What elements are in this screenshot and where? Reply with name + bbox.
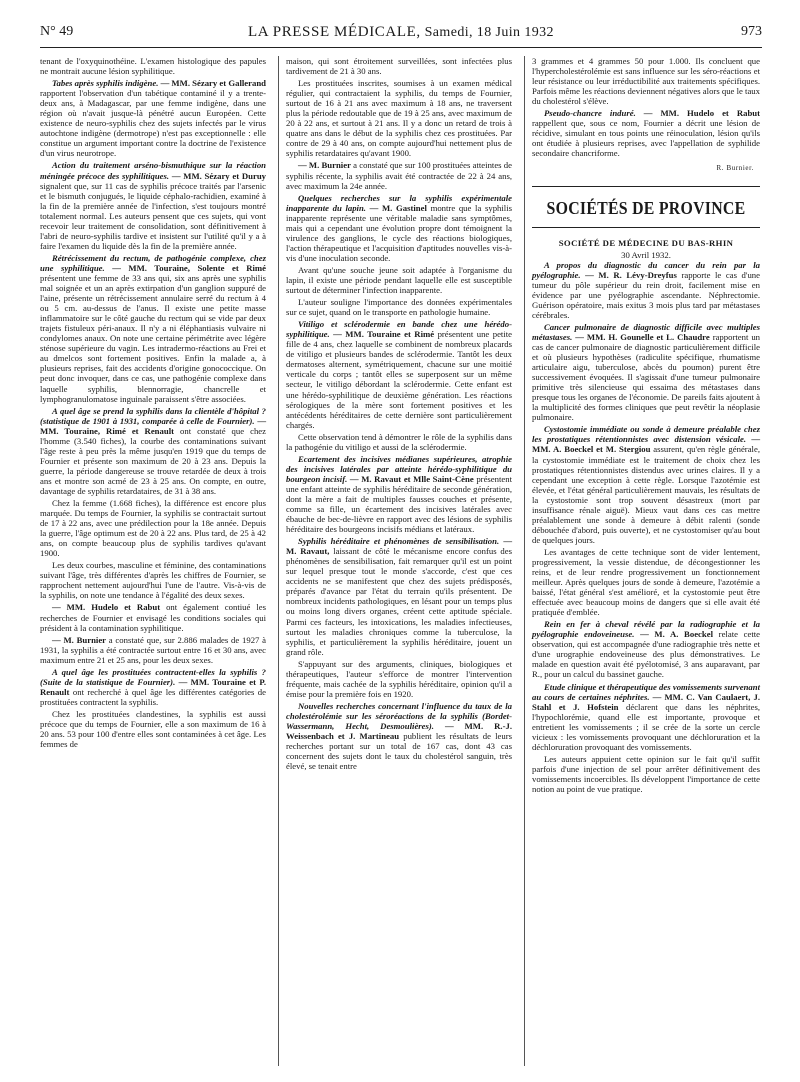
- paragraph: [40, 56, 266, 76]
- paragraph: [40, 667, 266, 707]
- paragraph-heading: Tabes après syphilis indigène.: [52, 78, 159, 89]
- paragraph: [286, 701, 512, 771]
- paragraph-text: ont également contiué les recherches de Fournier et envisagé les conditions sociales qui président à la contamination syphilitique.: [40, 602, 266, 633]
- paragraph-heading: Rétrécissement du rectum, de pathogénie complexe, chez une syphilitique.: [40, 252, 266, 273]
- page-number: 973: [741, 24, 762, 39]
- header-rule: [40, 47, 762, 48]
- paragraph: [532, 56, 760, 106]
- paragraph-text: L'auteur souligne l'importance des données expérimentales sur ce sujet, quand on le transporte en pathologie humaine.: [286, 297, 512, 318]
- section-rule: [532, 227, 760, 228]
- paragraph-text: présentent une femme de 33 ans qui, six ans après une syphilis mal soignée et un an après extirpation d'un ganglion suppuré de l'aine, présente un rétrécissement annulaire serré du rectum à 4 ou 5 cm. au-dessus de l'anus. Il existe une petite masse inflammatoire sur le côté gauche du rectum qui se vide par deux trajets fistuleux péri-anaux. Il n'y a ni éléphantiasis vulvaire ni condylomes anaux. On note une certaine périmétrite avec légère sténose supérieure du vagin. Les intradermo-réactions au Frei et au dmelcos sont fortement positives. Enfin la malade a, à plusieurs reprises, fait des accidents d'origine gonococcique. On peut donc invoquer, dans ce cas, une pathogénie complexe dans laquelle syphilis, blennorragie, chancrelle et lymphogranulomatose inguinale paraissent s'être associées.: [40, 272, 266, 404]
- paragraph-heading: Vitiligo et sclérodermie en bande chez une hérédo-syphilitique.: [286, 319, 512, 340]
- paragraph: [40, 253, 266, 404]
- paragraph-text: rapportent un cas de cancer pulmonaire de diagnostic particulièrement difficile et où plusieurs hypothèses (radiculite spécifique, rhumatisme articulaire aigu, tuberculose, abcès du poumon) purent être successivement évoquées. Il s'agissait d'une tumeur pulmonaire primitive très silencieuse qui essaima des métastases dans presque tous les organes de l'économie. De pareils faits ajoutent à la multiplicité des formes cliniques que peut revêtir la néoplasie pulmonaire.: [532, 331, 761, 423]
- paragraph-heading: Ecartement des incisives médianes supérieures, atrophie des incisives latérales par atteinte hérédo-syphilitique du bourgeon incisif.: [286, 453, 512, 484]
- paragraph: [286, 536, 512, 657]
- paragraph: [532, 619, 760, 679]
- paragraph-authors: — MM. Sézary et Gallerand: [160, 78, 267, 89]
- column-3-lower: [532, 260, 760, 794]
- paragraph-text: rapportent l'observation d'un tabétique contaminé il y a trente-deux ans, à Madagascar, par une femme indigène, dans une région où n'avait jusque-là pénétré aucun Européen. Cette existence de neuro-syphilis chez des sujets infectés par le virus autochtone indigène (dermotrope) n'est pas exceptionnelle : elle constitue un argument important contre la doctrine de l'existence d'un virus neurotrope.: [40, 88, 266, 159]
- paragraph-authors: — MM. H. Gounelle et L. Chaudre: [575, 331, 710, 342]
- paragraph-authors: — M. Gastinel: [369, 202, 427, 213]
- paragraph-heading: Cancer pulmonaire de diagnostic difficile avec multiples métastases.: [532, 321, 760, 342]
- paragraph: [532, 754, 760, 794]
- paragraph-text: S'appuyant sur des arguments, cliniques, biologiques et thérapeutiques, l'auteur s'efforce de montrer l'intervention fréquente, mais cachée de la syphilis héréditaire, opinion qu'il a émise pour la première fois en 1920.: [286, 658, 512, 699]
- paragraph-text: présentent une petite fille de 4 ans, chez laquelle se combinent de nombreux placards de vitiligo et plusieurs bandes de sclérodermie. Tantôt les deux dermatoses alternent, symétriquement, chacune sur une moitié verticale du corps ; tantôt elles se superposent sur un même secteur, le vitiligo débordant la sclérodermie. Cette enfant est une hérédo-syphilitique de deuxième génération. Les réactions sérologiques de la mère sont fortement positives et les antécédents héréditaires de cette dernière sont particulièrement chargés.: [286, 329, 513, 430]
- paragraph-authors: — MM. R.-J. Weissenbach et J. Martineau: [286, 721, 512, 742]
- paragraph: [40, 406, 266, 496]
- paragraph-heading: Syphilis héréditaire et phénomènes de sensibilisation.: [298, 536, 500, 547]
- paragraph-text: Les auteurs appuient cette opinion sur le fait qu'il suffit parfois d'une injection de sel pour arrêter définitivement des vomissements incoercibles. Ils développent l'importance de cette notion au point de vue pratique.: [532, 753, 760, 794]
- paragraph-authors: — M. Burnier: [52, 634, 107, 645]
- paragraph-text: signalent que, sur 11 cas de syphilis précoce traités par l'arsenic et le bismuth conjugués, le liquide céphalo-rachidien, examiné à la fin de la première année de l'infection, s'est toujours montré totalement normal. Les auteurs pensent que ces sujets, qui vont recevoir leur traitement de consolidation, sont définitivement à l'abri de neuro-syphilis tardive et insistent sur l'utilité qu'il y a à faire l'examen du liquide dès la fin de la première année.: [40, 180, 266, 251]
- page-header: [40, 22, 762, 44]
- paragraph: [532, 322, 760, 422]
- paragraph-text: ont constaté que chez l'homme (3.540 fiches), la courbe des contaminations suivant l'âge reste à peu près la même jusqu'en 1919 que du temps de Fournier et présente son maximum de 20 à 23 ans. Depuis la guerre, la période dangereuse se trouve retardée de deux à trois ans et montre son acmé de 23 à 25 ans. On compte, en outre, davantage de syphilis retardataires, de 31 à 38 ans.: [40, 425, 266, 496]
- paragraph-authors: — M. Ravaut et Mlle Saint-Cène: [349, 473, 474, 484]
- paragraph-text: Les avantages de cette technique sont de vider lentement, progressivement, la vessie distendue, de décongestionner les reins, et de leur rendre progressivement un fonctionnement meilleur. Après quelques jours de sonde à demeure, l'azotémie a baissé, l'état général s'est amélioré, et la cystostomie peut être effectuée avec beaucoup moins de dangers que si elle avait été pratiquée d'emblée.: [532, 546, 760, 618]
- paragraph: [532, 682, 760, 752]
- paragraph: [40, 635, 266, 665]
- paragraph-authors: — MM. Touraine, Solente et Rimé: [112, 262, 266, 273]
- paragraph-text: Avant qu'une souche jeune soit adaptée à l'organisme du lapin, il existe une période pendant laquelle elle est susceptible surtout de déterminer l'infection inapparente.: [286, 264, 512, 296]
- paragraph-heading: Cystostomie immédiate ou sonde à demeure préalable chez les prostatiques rétentionnistes avec distension vésicale.: [532, 424, 760, 445]
- paragraph: [286, 265, 512, 295]
- column-2: [286, 56, 512, 771]
- paragraph: [532, 260, 760, 320]
- section-title: SOCIÉTÉS DE PROVINCE: [546, 197, 746, 218]
- paragraph: [40, 160, 266, 250]
- column-1: [40, 56, 266, 749]
- paragraph-authors: — MM. Hudelo et Rabut: [643, 108, 761, 119]
- paragraph-text: maison, qui sont étroitement surveillées, sont infectées plus tardivement de 21 à 30 ans.: [286, 56, 512, 77]
- column-3: [532, 56, 760, 794]
- paragraph: [40, 709, 266, 749]
- paragraph-heading: Etude clinique et thérapeutique des vomissements survenant au cours de certaines néphrites.: [532, 681, 760, 702]
- paragraph-heading: Nouvelles recherches concernant l'influence du taux de la cholestérolémie sur les séroréactions de la syphilis (Bordet-Wassermann, Hecht, Desmoulières).: [286, 700, 512, 731]
- paragraph: [532, 424, 760, 545]
- column-divider: [524, 56, 525, 1066]
- paragraph-authors: — M. Ravaut,: [286, 536, 512, 557]
- paragraph-text: rapporte le cas d'une tumeur du pôle supérieur du rein droit, facilement mise en évidence par une pyélographie ascendante. Néphrectomie. Guérison opératoire, mais exitus 3 mois plus tard par métastases cérébrales.: [532, 269, 761, 320]
- paragraph-authors: — MM. Hudelo et Rabut: [52, 602, 161, 613]
- paragraph-text: Chez les prostituées clandestines, la syphilis est aussi précoce que du temps de Fournier, elle a son maximum de 16 à 20 ans. 53 pour 100 d'entre elles sont contaminées à cet âge. Les femmes de: [40, 708, 266, 750]
- running-title: [40, 24, 762, 41]
- paragraph: [286, 160, 512, 190]
- paragraph: [40, 498, 266, 558]
- paragraph: [286, 297, 512, 317]
- paragraph-text: rappellent que, sous ce nom, Fournier a décrit une lésion de récidive, simulant en tous points une réinoculation, lésion qu'ils ont étudiée à plusieurs reprises, avec l'appellation de syphilide secondaire chancriforme.: [532, 118, 760, 159]
- paragraph-text: tenant de l'oxyquinothéine. L'examen histologique des papules ne montrait aucune lésion syphilitique.: [40, 56, 266, 77]
- paragraph-text: déclarent que dans les néphrites, l'hypochlorémie, quand elle est importante, provoque et entretient les vomissements ; il se crée de la sorte un cercle vicieux : les vomissements provoquant une déchloruration et la déchloruration provoquant des vomissements.: [532, 701, 761, 752]
- paragraph-heading: Quelques recherches sur la syphilis expérimentale inapparente du lapin.: [286, 192, 512, 213]
- paragraph-authors: — MM. C. Van Caulaert, J. Stahl et J. Hofstein: [532, 691, 761, 712]
- paragraph-text: Les prostituées inscrites, soumises à un examen médical régulier, qui contractaient la syphilis, du temps de Fournier, surtout de 16 à 21 ans avec maximum à 18 ans, ne traversent plus la période redoutable que de 19 à 25 ans, avec maximum de 20 à 22 ans, et surtout à 21 ans. Il y a donc un retard de trois à quatre ans dans le début de la syphilis chez ces prostituées. Par contre de 29 à 40 ans, on compte aujourd'hui nettement plus de syphilis retardataires qu'avant 1900.: [286, 78, 512, 159]
- paragraph-authors: — M. A. Boeckel: [640, 629, 714, 640]
- paragraph-text: laissant de côté le mécanisme encore confus des phénomènes de sensibilisation, fait remarquer qu'il est un point sur lequel presque tout le monde s'accorde, c'est que ces accidents ne se manifestent que chez des sujets prédisposés, préparés d'avance par l'état du terrain qu'ils présentent. De nombreux incidents pathologiques, en lésant pour un temps plus ou moins long divers organes, créent cette aptitude spéciale. Parmi ces facteurs, les intoxications, les maladies infectieuses, surtout les maladies chroniques comme la tuberculose, la syphilis, et particulièrement la syphilis héréditaire, jouent un grand rôle.: [286, 546, 512, 657]
- paragraph-heading: A propos du diagnostic du cancer du rein par la pyélographie.: [532, 259, 760, 280]
- session-date: 30 Avril 1932.: [621, 249, 671, 260]
- paragraph-heading: Rein en fer à cheval révélé par la radiographie et la pyélographie endoveineuse.: [532, 619, 760, 640]
- paragraph-text: présentent une enfant atteinte de syphilis héréditaire de seconde génération, dont la mère a fait de multiples fausses couches et présente, comme sa fille, un écartement des incisives latérales avec ébauche de bec-de-lièvre en rapport avec des lésions de syphilis héréditaire des bourgeons incisifs médians et latéraux.: [286, 473, 513, 535]
- paragraph-text: Chez la femme (1.668 fiches), la différence est encore plus marquée. Du temps de Fournier, la syphilis se contractait surtout de 17 à 22 ans, avec une prédilection pour la 18e année. Depuis la guerre, l'âge optimum est de 20 à 22 ans. Plus tard, de 25 à 42 ans, on compte beaucoup plus de syphilis tardives qu'avant 1900.: [40, 498, 266, 559]
- paragraph-text: publient les résultats de leurs recherches portant sur un total de 167 cas, dont 43 cas concernent des sujets dont le taux du cholestérol sanguin, très élevé, se tenait entre: [286, 731, 512, 772]
- paragraph: [532, 108, 760, 158]
- issue-date: Samedi, 18 Juin 1932: [424, 25, 554, 40]
- paragraph-text: Cette observation tend à démontrer le rôle de la syphilis dans la pathogénie du vitiligo et aussi de la sclérodermie.: [286, 431, 512, 452]
- paragraph-text: ont recherché à quel âge les différentes catégories de prostituées contractent la syphilis.: [40, 686, 266, 707]
- paragraph-authors: — MM. Touraine, Rimé et Renault: [40, 415, 266, 436]
- paragraph: [286, 432, 512, 452]
- paragraph-text: assurent, qu'en règle générale, la cystostomie immédiate est le traitement de choix chez les prostatiques rétentionnistes distendus avec urines claires. Il y a cependant une exception à cette règle. Lorsque l'azotémie est élevée, et l'état général particulièrement mauvais, les résultats de la cystostomie sont trop souvent désastreux (mort par insuffisance rénale aiguë). Mieux vaut dans ces cas mettre préalablement une sonde à demeure à débit ralenti (sonde débouchée d'abord, puis ouverte), et ne cystostomiser qu'au bout de quelques jours.: [532, 444, 760, 545]
- paragraph-heading: Action du traitement arséno-bismuthique sur la réaction méningée précoce des syphilitiques.: [40, 160, 266, 181]
- paragraph: [40, 602, 266, 632]
- paragraph-heading: A quel âge se prend la syphilis dans la clientèle d'hôpital ? (statistique de 1901 à 1931, comparée à celle de Fournier).: [40, 405, 266, 426]
- paragraph-text: 3 grammes et 4 grammes 50 pour 1.000. Ils concluent que l'hypercholestérolémie est sans influence sur les séro-réactions et leur résistance ou leur irréductibilité aux traitements spécifiques. Parfois même les réactions deviennent négatives alors que le taux du cholestérol s'élève.: [532, 56, 760, 107]
- paragraph-text: montre que la syphilis inapparente représente une véritable maladie sans symptômes, mais qui a cependant une évolution propre dont témoignent la virulence des ganglions, le cycle des réactions biologiques, l'action thérapeutique et l'acquisition d'aptitudes nouvelles vis-à-vis d'une inoculation seconde.: [286, 202, 513, 263]
- paragraph-authors: — MM. A. Boeckel et M. Stergiou: [532, 434, 761, 455]
- paragraph: [40, 78, 266, 158]
- paragraph-heading: Pseudo-chancre induré.: [544, 108, 636, 119]
- paragraph-authors: — MM. Touraine et Rimé: [333, 329, 435, 340]
- paragraph-heading: A quel âge les prostituées contractent-elles la syphilis ? (Suite de la statistique de Fournier).: [40, 666, 266, 687]
- paragraph: [286, 78, 512, 158]
- signature: R. Burnier.: [716, 164, 754, 173]
- publication-name: LA PRESSE MÉDICALE,: [248, 24, 421, 40]
- paragraph-authors: — MM. Touraine et P. Renault: [40, 676, 267, 697]
- paragraph: [532, 547, 760, 617]
- paragraph: [286, 659, 512, 699]
- issue-number: N° 49: [40, 24, 74, 39]
- paragraph-authors: — M. Burnier: [298, 160, 351, 171]
- paragraph: [286, 454, 512, 534]
- paragraph-text: Les deux courbes, masculine et féminine, des contaminations suivant l'âge, très différentes d'après les chiffres de Fournier, se rapprochent nettement aujourd'hui l'une de l'autre. Vis-à-vis de la syphilis, on note une tendance à l'égalité des deux sexes.: [40, 560, 266, 601]
- paragraph-authors: — MM. Sézary et Duruy: [171, 170, 266, 181]
- paragraph-text: relate cette observation, qui est accompagnée d'une radiographie très nette et d'une urographie endoveineuse des plus démonstratives. Le malade en question avait été pyélotomisé, 3 ans auparavant, par R., pour un calcul du bassinet gauche.: [532, 629, 761, 680]
- paragraph: [286, 56, 512, 76]
- society-name: SOCIÉTÉ DE MÉDECINE DU BAS-RHIN: [558, 237, 734, 248]
- paragraph-text: a constaté que sur 100 prostituées atteintes de syphilis récente, la syphilis avait été contractée de 22 à 24 ans, avec maximum la 24e année.: [286, 160, 512, 191]
- paragraph: [286, 319, 512, 430]
- paragraph-text: a constaté que, sur 2.886 malades de 1927 à 1931, la syphilis a été contractée surtout entre 16 et 30 ans, avec maximum entre 21 et 25 ans, pour les deux sexes.: [40, 634, 267, 665]
- section-header: [532, 186, 760, 228]
- paragraph: [40, 560, 266, 600]
- paragraph: [286, 193, 512, 263]
- column-3-upper: [532, 56, 760, 158]
- column-divider: [278, 56, 279, 1066]
- paragraph-authors: — M. R. Lévy-Dreyfus: [585, 269, 677, 280]
